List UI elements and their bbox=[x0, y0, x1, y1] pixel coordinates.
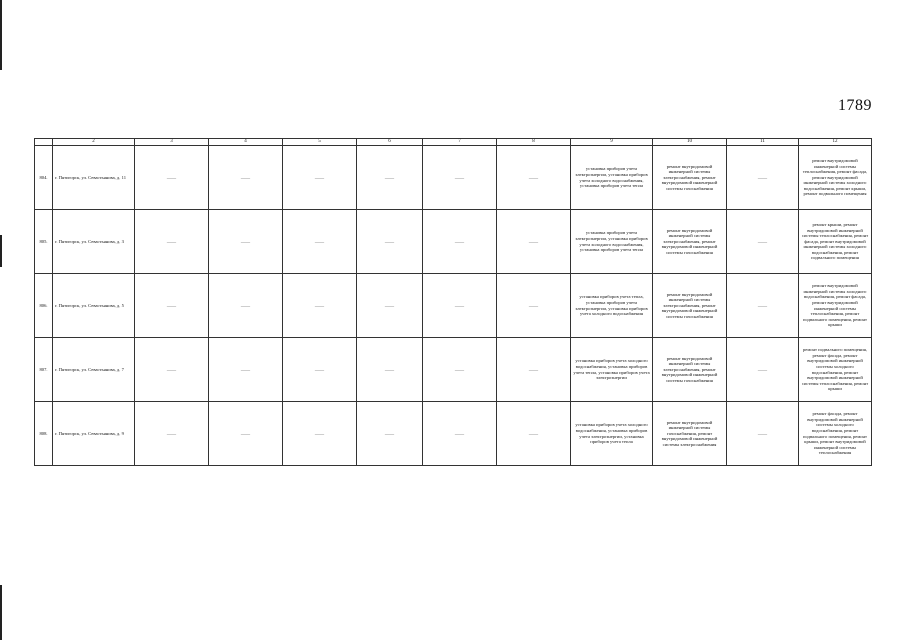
row-number: 807. bbox=[35, 338, 53, 402]
column-header-1 bbox=[35, 139, 53, 146]
empty-dash-cell: —— bbox=[423, 338, 497, 402]
empty-dash-cell: —— bbox=[135, 146, 209, 210]
column-header-7: 7 bbox=[423, 139, 497, 146]
building-repair-cell: ремонт подвального помещения, ремонт фасада, ремонт внутридомовой инженерной системы холодного водоснабжения, ремонт внутридомовой инженерной системы теплоснабжения, ремонт крыши bbox=[799, 338, 872, 402]
meter-installation-cell: установка приборов учета холодного водоснабжения, установка приборов учета электроэнергии, установка приборов учета тепла bbox=[571, 402, 653, 466]
column-header-8: 8 bbox=[497, 139, 571, 146]
empty-dash-cell: —— bbox=[727, 338, 799, 402]
empty-dash-cell: —— bbox=[209, 274, 283, 338]
column-header-6: 6 bbox=[357, 139, 423, 146]
address-cell: г. Пятигорск, ул. Севастьянова, д. 5 bbox=[53, 274, 135, 338]
empty-dash-cell: —— bbox=[357, 210, 423, 274]
empty-dash-cell: —— bbox=[357, 274, 423, 338]
page-number: 1789 bbox=[838, 97, 872, 114]
empty-dash-cell: —— bbox=[209, 146, 283, 210]
empty-dash-cell: —— bbox=[497, 210, 571, 274]
empty-dash-cell: —— bbox=[135, 210, 209, 274]
address-cell: г. Пятигорск, ул. Севастьянова, д. 7 bbox=[53, 338, 135, 402]
empty-dash-cell: —— bbox=[423, 146, 497, 210]
empty-dash-cell: —— bbox=[209, 402, 283, 466]
column-header-11: 11 bbox=[727, 139, 799, 146]
table-row bbox=[35, 338, 872, 402]
empty-dash-cell: —— bbox=[727, 402, 799, 466]
meter-installation-cell: установка приборов учета тепла, установка приборов учета электроэнергии, установка приборов учета холодного водоснабжения bbox=[571, 274, 653, 338]
meter-installation-cell: установка приборов учета электроэнергии, установка приборов учета холодного водоснабжения, установка приборов учета тепла bbox=[571, 210, 653, 274]
scan-edge-mark-bottom bbox=[0, 585, 2, 640]
engineering-repair-cell: ремонт внутридомовой инженерной системы электроснабжения, ремонт внутридомовой инженерной системы газоснабжения bbox=[653, 146, 727, 210]
empty-dash-cell: —— bbox=[283, 146, 357, 210]
row-number: 804. bbox=[35, 146, 53, 210]
column-number-header-row bbox=[35, 139, 872, 146]
empty-dash-cell: —— bbox=[283, 210, 357, 274]
building-repair-cell: ремонт крыши, ремонт внутридомовой инженерной системы теплоснабжения, ремонт фасада, ремонт внутридомовой инженерной системы холодного водоснабжения, ремонт подвального помещения bbox=[799, 210, 872, 274]
address-cell: г. Пятигорск, ул. Севастьянова, д. 11 bbox=[53, 146, 135, 210]
column-header-2: 2 bbox=[53, 139, 135, 146]
empty-dash-cell: —— bbox=[727, 274, 799, 338]
meter-installation-cell: установка приборов учета холодного водоснабжения, установка приборов учета тепла, установка приборов учета электроэнергии bbox=[571, 338, 653, 402]
table-row bbox=[35, 210, 872, 274]
empty-dash-cell: —— bbox=[423, 210, 497, 274]
empty-dash-cell: —— bbox=[209, 338, 283, 402]
empty-dash-cell: —— bbox=[135, 402, 209, 466]
column-header-10: 10 bbox=[653, 139, 727, 146]
building-repair-cell: ремонт внутридомовой инженерной системы теплоснабжения, ремонт фасада, ремонт внутридомовой инженерной системы холодного водоснабжения, ремонт крыши, ремонт подвального помещения bbox=[799, 146, 872, 210]
scan-edge-mark-top bbox=[0, 0, 2, 70]
empty-dash-cell: —— bbox=[135, 274, 209, 338]
building-repair-cell: ремонт фасада, ремонт внутридомовой инженерной системы холодного водоснабжения, ремонт подвального помещения, ремонт крыши, ремонт внутридомовой инженерной системы теплоснабжения bbox=[799, 402, 872, 466]
engineering-repair-cell: ремонт внутридомовой инженерной системы газоснабжения, ремонт внутридомовой инженерной системы электроснабжения bbox=[653, 402, 727, 466]
empty-dash-cell: —— bbox=[209, 210, 283, 274]
repair-register-table bbox=[34, 138, 872, 466]
scan-edge-mark-middle bbox=[0, 235, 2, 267]
address-cell: г. Пятигорск, ул. Севастьянова, д. 3 bbox=[53, 210, 135, 274]
table-row bbox=[35, 402, 872, 466]
empty-dash-cell: —— bbox=[497, 338, 571, 402]
column-header-4: 4 bbox=[209, 139, 283, 146]
empty-dash-cell: —— bbox=[727, 210, 799, 274]
empty-dash-cell: —— bbox=[135, 338, 209, 402]
empty-dash-cell: —— bbox=[497, 146, 571, 210]
empty-dash-cell: —— bbox=[283, 274, 357, 338]
engineering-repair-cell: ремонт внутридомовой инженерной системы электроснабжения, ремонт внутридомовой инженерной системы газоснабжения bbox=[653, 274, 727, 338]
table-row bbox=[35, 274, 872, 338]
empty-dash-cell: —— bbox=[357, 402, 423, 466]
row-number: 806. bbox=[35, 274, 53, 338]
engineering-repair-cell: ремонт внутридомовой инженерной системы электроснабжения, ремонт внутридомовой инженерной системы газоснабжения bbox=[653, 210, 727, 274]
column-header-5: 5 bbox=[283, 139, 357, 146]
empty-dash-cell: —— bbox=[283, 402, 357, 466]
address-cell: г. Пятигорск, ул. Севастьянова, д. 9 bbox=[53, 402, 135, 466]
column-header-9: 9 bbox=[571, 139, 653, 146]
empty-dash-cell: —— bbox=[357, 146, 423, 210]
row-number: 808. bbox=[35, 402, 53, 466]
empty-dash-cell: —— bbox=[357, 338, 423, 402]
empty-dash-cell: —— bbox=[423, 274, 497, 338]
building-repair-cell: ремонт внутридомовой инженерной системы холодного водоснабжения, ремонт фасада, ремонт внутридомовой инженерной системы теплоснабжения, ремонт подвального помещения, ремонт крыши bbox=[799, 274, 872, 338]
engineering-repair-cell: ремонт внутридомовой инженерной системы электроснабжения, ремонт внутридомовой инженерной системы газоснабжения bbox=[653, 338, 727, 402]
empty-dash-cell: —— bbox=[423, 402, 497, 466]
column-header-12: 12 bbox=[799, 139, 872, 146]
meter-installation-cell: установка приборов учета электроэнергии, установка приборов учета холодного водоснабжения, установка приборов учета тепла bbox=[571, 146, 653, 210]
empty-dash-cell: —— bbox=[497, 274, 571, 338]
column-header-3: 3 bbox=[135, 139, 209, 146]
empty-dash-cell: —— bbox=[283, 338, 357, 402]
empty-dash-cell: —— bbox=[727, 146, 799, 210]
table-row bbox=[35, 146, 872, 210]
empty-dash-cell: —— bbox=[497, 402, 571, 466]
row-number: 805. bbox=[35, 210, 53, 274]
